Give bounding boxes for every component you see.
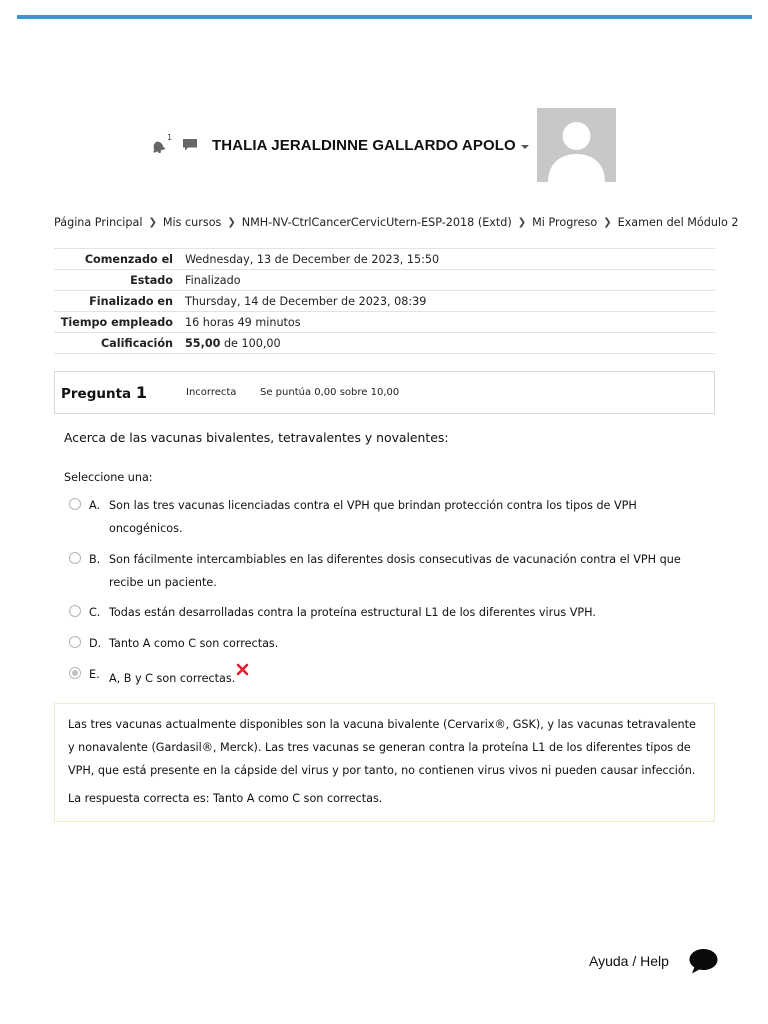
answer-option-c[interactable]: [69, 601, 709, 624]
answer-text: A, B y C son correctas.: [109, 672, 236, 685]
answer-letter: B.: [89, 553, 101, 566]
answer-text: Todas están desarrolladas contra la proteína estructural L1 de los diferentes virus VPH.: [109, 606, 596, 619]
answer-radio[interactable]: [69, 498, 81, 510]
answer-radio[interactable]: [69, 605, 81, 617]
question-info-box: [54, 371, 715, 414]
answer-option-b[interactable]: [69, 548, 709, 594]
summary-label: Comenzado el: [54, 249, 183, 270]
answer-letter: C.: [89, 606, 101, 619]
summary-row-time: [54, 312, 715, 333]
summary-value: [183, 333, 715, 354]
notification-count: 1: [167, 133, 173, 142]
answer-text: Son fácilmente intercambiables en las diferentes dosis consecutivas de vacunación contra el VPH que recibe un paciente.: [109, 553, 681, 589]
breadcrumb-home[interactable]: Página Principal: [54, 216, 143, 229]
answer-radio[interactable]: [69, 636, 81, 648]
notifications-toggle[interactable]: [150, 133, 173, 155]
user-navigation: [150, 108, 616, 182]
summary-row-started: [54, 249, 715, 270]
question-grade: Se puntúa 0,00 sobre 10,00: [260, 387, 400, 398]
summary-label: Estado: [54, 270, 183, 291]
chevron-right-icon: ❯: [227, 217, 236, 228]
answer-letter: A.: [89, 499, 101, 512]
answer-option-a[interactable]: [69, 494, 709, 540]
incorrect-x-icon: [236, 663, 249, 676]
answer-text: Tanto A como C son correctas.: [109, 637, 279, 650]
chevron-right-icon: ❯: [148, 217, 157, 228]
question-title: [61, 383, 186, 402]
summary-label: Tiempo empleado: [54, 312, 183, 333]
answer-option-d[interactable]: [69, 632, 709, 655]
bell-icon: [150, 139, 166, 153]
question-state: Incorrecta: [186, 387, 237, 398]
top-accent-bar: [17, 15, 752, 19]
question-number: 1: [135, 383, 148, 402]
answer-text-wrap: [109, 663, 709, 690]
summary-row-finished: [54, 291, 715, 312]
attempt-summary-table: [54, 248, 715, 354]
avatar[interactable]: [537, 108, 616, 182]
summary-value: Thursday, 14 de December de 2023, 08:39: [183, 291, 715, 312]
summary-label: Finalizado en: [54, 291, 183, 312]
answer-letter: E.: [89, 668, 100, 681]
right-answer: La respuesta correcta es: Tanto A como C son correctas.: [68, 792, 383, 805]
answer-letter: D.: [89, 637, 102, 650]
caret-down-icon[interactable]: [521, 144, 529, 150]
chat-bubble-icon[interactable]: [688, 947, 719, 975]
answer-radio[interactable]: [69, 552, 81, 564]
answer-list: [69, 494, 709, 690]
summary-row-grade: [54, 333, 715, 354]
grade-score: 55,00: [185, 336, 221, 350]
summary-value: Finalizado: [183, 270, 715, 291]
summary-value: Wednesday, 13 de December de 2023, 15:50: [183, 249, 715, 270]
chat-icon[interactable]: [182, 138, 198, 152]
question-feedback: [54, 703, 715, 822]
general-feedback: Las tres vacunas actualmente disponibles son la vacuna bivalente (Cervarix®, GSK), y las vacunas tetravalente y nonavalente (Gardasil®, Merck). Las tres vacunas se generan contra la proteína L1 de los diferentes tipos de VPH, que está presente en la cápside del virus y por tanto, no contienen virus vivos ni pueden causar infección.: [68, 718, 696, 777]
user-menu-name[interactable]: THALIA JERALDINNE GALLARDO APOLO: [212, 136, 516, 154]
summary-value: 16 horas 49 minutos: [183, 312, 715, 333]
help-link[interactable]: Ayuda / Help: [589, 953, 669, 969]
question-label: Pregunta: [61, 386, 132, 402]
chevron-right-icon: ❯: [603, 217, 612, 228]
user-silhouette-icon: [537, 108, 616, 182]
breadcrumb-exam[interactable]: Examen del Módulo 2: [617, 216, 739, 229]
answer-text: Son las tres vacunas licenciadas contra el VPH que brindan protección contra los tipos de VPH oncogénicos.: [109, 499, 637, 535]
grade-out-of: de 100,00: [223, 336, 281, 350]
breadcrumb-progress[interactable]: Mi Progreso: [532, 216, 598, 229]
chevron-right-icon: ❯: [517, 217, 527, 228]
answer-option-e[interactable]: [69, 663, 709, 690]
summary-row-state: [54, 270, 715, 291]
breadcrumb: [54, 216, 739, 229]
breadcrumb-my-courses[interactable]: Mis cursos: [162, 216, 222, 229]
summary-label: Calificación: [54, 333, 183, 354]
answer-radio-selected[interactable]: [69, 667, 81, 679]
question-text: Acerca de las vacunas bivalentes, tetravalentes y novalentes:: [64, 430, 449, 445]
answer-prompt: Seleccione una:: [64, 471, 153, 484]
breadcrumb-course[interactable]: NMH-NV-CtrlCancerCervicUtern-ESP-2018 (Extd): [241, 216, 512, 229]
